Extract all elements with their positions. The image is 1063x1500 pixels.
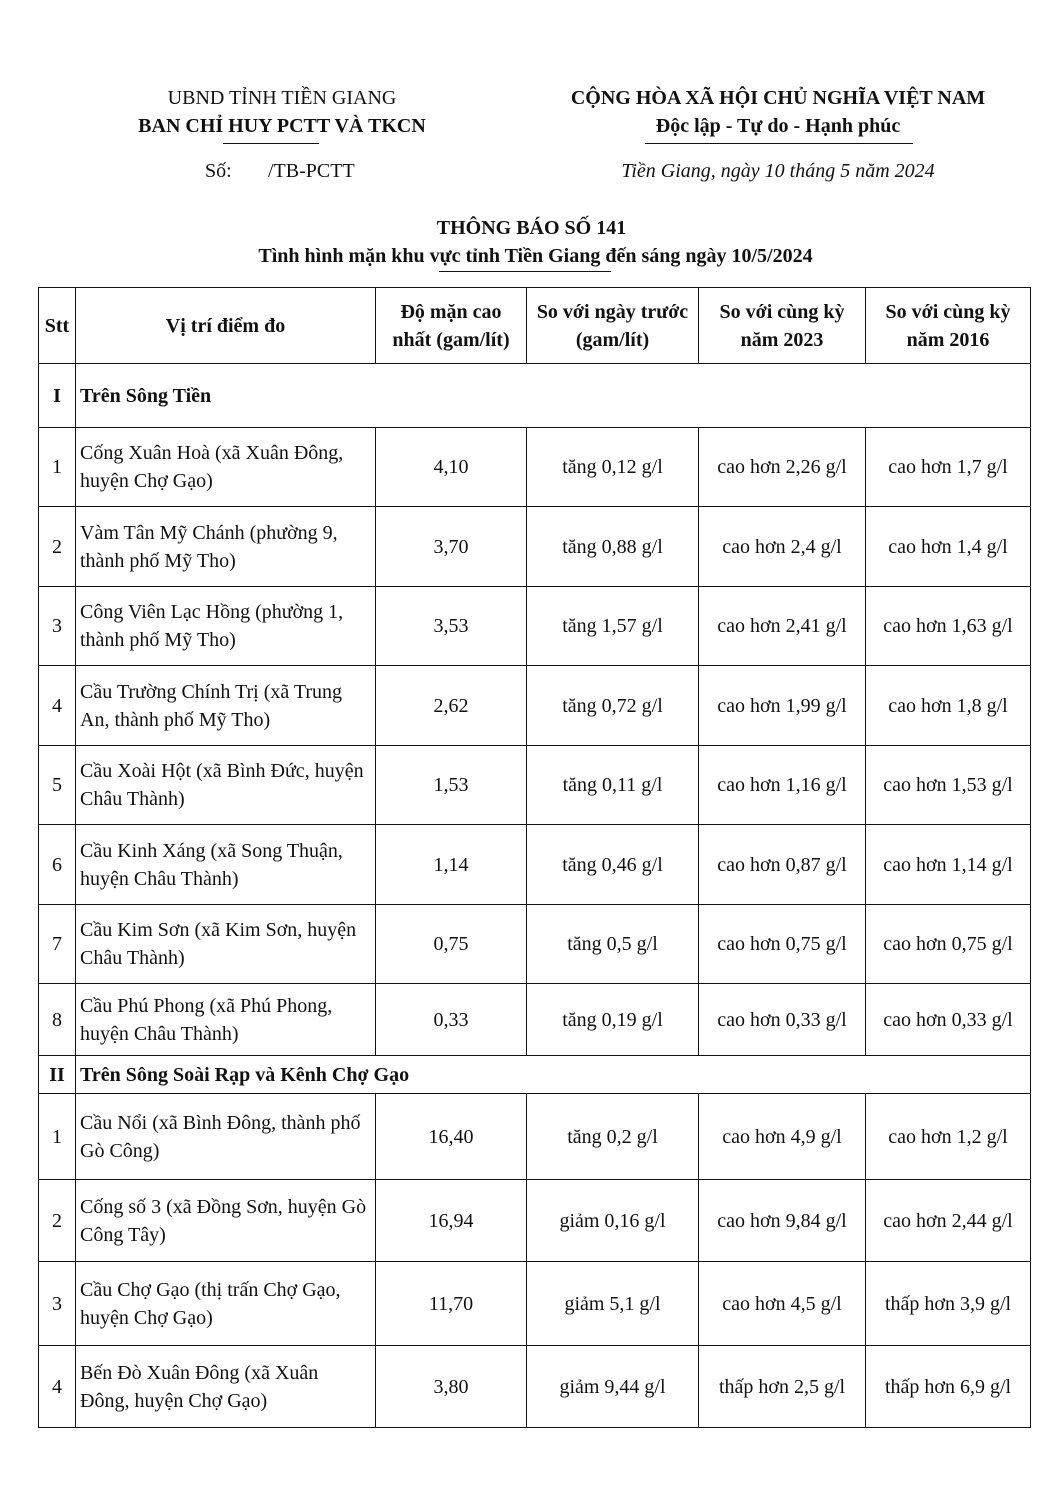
table-row — [39, 587, 1031, 666]
cell-location: Cầu Nổi (xã Bình Đông, thành phố Gò Công) — [76, 1094, 376, 1180]
cell-vs-2023: cao hơn 9,84 g/l — [699, 1180, 866, 1262]
cell-location: Cầu Kim Sơn (xã Kim Sơn, huyện Châu Thành) — [76, 905, 376, 984]
cell-location: Cống Xuân Hoà (xã Xuân Đông, huyện Chợ Gạo) — [76, 428, 376, 507]
cell-stt: 8 — [39, 984, 76, 1056]
section-index: I — [39, 364, 76, 428]
notice-title: THÔNG BÁO SỐ 141 — [436, 217, 627, 239]
cell-max-salinity: 4,10 — [376, 428, 527, 507]
cell-stt: 7 — [39, 905, 76, 984]
cell-vs-2023: cao hơn 0,33 g/l — [699, 984, 866, 1056]
cell-stt: 6 — [39, 825, 76, 905]
cell-vs-2023: cao hơn 4,9 g/l — [699, 1094, 866, 1180]
national-motto: Độc lập - Tự do - Hạnh phúc — [655, 115, 901, 137]
cell-vs-2016: cao hơn 1,14 g/l — [866, 825, 1031, 905]
cell-vs-2016: thấp hơn 6,9 g/l — [866, 1346, 1031, 1428]
cell-vs-2016: cao hơn 1,53 g/l — [866, 746, 1031, 825]
doc-number-label: Số: — [205, 160, 232, 182]
agency-parent: UBND TỈNH TIỀN GIANG — [167, 87, 397, 109]
cell-vs-2023: cao hơn 4,5 g/l — [699, 1262, 866, 1346]
cell-vs-2023: thấp hơn 2,5 g/l — [699, 1346, 866, 1428]
cell-location: Vàm Tân Mỹ Chánh (phường 9, thành phố Mỹ Tho) — [76, 507, 376, 587]
cell-vs-2023: cao hơn 2,4 g/l — [699, 507, 866, 587]
section-name: Trên Sông Soài Rạp và Kênh Chợ Gạo — [76, 1056, 1031, 1094]
cell-location: Cầu Chợ Gạo (thị trấn Chợ Gạo, huyện Chợ Gạo) — [76, 1262, 376, 1346]
col-header-max-salinity: Độ mặn cao nhất (gam/lít) — [376, 288, 527, 364]
cell-vs-2016: cao hơn 2,44 g/l — [866, 1180, 1031, 1262]
cell-vs-2023: cao hơn 0,75 g/l — [699, 905, 866, 984]
country-name: CỘNG HÒA XÃ HỘI CHỦ NGHĨA VIỆT NAM — [570, 87, 986, 109]
table-row — [39, 666, 1031, 746]
table-row — [39, 428, 1031, 507]
cell-vs-2016: cao hơn 1,63 g/l — [866, 587, 1031, 666]
cell-vs-previous-day: tăng 0,72 g/l — [527, 666, 699, 746]
cell-vs-previous-day: giảm 9,44 g/l — [527, 1346, 699, 1428]
cell-vs-previous-day: tăng 0,12 g/l — [527, 428, 699, 507]
cell-vs-2023: cao hơn 1,99 g/l — [699, 666, 866, 746]
doc-number-code: /TB-PCTT — [268, 160, 355, 182]
cell-stt: 2 — [39, 507, 76, 587]
cell-stt: 1 — [39, 1094, 76, 1180]
agency-underline — [223, 143, 319, 144]
cell-vs-previous-day: tăng 0,88 g/l — [527, 507, 699, 587]
table-row — [39, 1094, 1031, 1180]
col-header-vs-previous-day: So với ngày trước (gam/lít) — [527, 288, 699, 364]
cell-vs-previous-day: tăng 0,2 g/l — [527, 1094, 699, 1180]
table-row — [39, 984, 1031, 1056]
cell-stt: 4 — [39, 666, 76, 746]
col-header-stt: Stt — [39, 288, 76, 364]
cell-max-salinity: 0,75 — [376, 905, 527, 984]
col-header-vs-2016: So với cùng kỳ năm 2016 — [866, 288, 1031, 364]
cell-max-salinity: 2,62 — [376, 666, 527, 746]
place-date: Tiền Giang, ngày 10 tháng 5 năm 2024 — [621, 160, 935, 182]
cell-vs-2016: thấp hơn 3,9 g/l — [866, 1262, 1031, 1346]
cell-stt: 1 — [39, 428, 76, 507]
cell-vs-previous-day: giảm 5,1 g/l — [527, 1262, 699, 1346]
cell-location: Cống số 3 (xã Đồng Sơn, huyện Gò Công Tây) — [76, 1180, 376, 1262]
cell-vs-2016: cao hơn 0,75 g/l — [866, 905, 1031, 984]
cell-vs-previous-day: tăng 0,19 g/l — [527, 984, 699, 1056]
cell-vs-2023: cao hơn 1,16 g/l — [699, 746, 866, 825]
cell-location: Bến Đò Xuân Đông (xã Xuân Đông, huyện Chợ Gạo) — [76, 1346, 376, 1428]
cell-vs-previous-day: tăng 0,11 g/l — [527, 746, 699, 825]
cell-vs-2016: cao hơn 0,33 g/l — [866, 984, 1031, 1056]
motto-underline — [645, 143, 913, 144]
table-row — [39, 825, 1031, 905]
cell-vs-2023: cao hơn 0,87 g/l — [699, 825, 866, 905]
cell-vs-2016: cao hơn 1,7 g/l — [866, 428, 1031, 507]
cell-stt: 3 — [39, 587, 76, 666]
section-row — [39, 364, 1031, 428]
cell-max-salinity: 3,80 — [376, 1346, 527, 1428]
cell-vs-2016: cao hơn 1,8 g/l — [866, 666, 1031, 746]
col-header-location: Vị trí điểm đo — [76, 288, 376, 364]
cell-location: Cầu Kinh Xáng (xã Song Thuận, huyện Châu Thành) — [76, 825, 376, 905]
cell-vs-previous-day: tăng 0,5 g/l — [527, 905, 699, 984]
col-header-vs-2023: So với cùng kỳ năm 2023 — [699, 288, 866, 364]
cell-stt: 2 — [39, 1180, 76, 1262]
cell-stt: 5 — [39, 746, 76, 825]
cell-location: Cầu Phú Phong (xã Phú Phong, huyện Châu Thành) — [76, 984, 376, 1056]
agency-name: BAN CHỈ HUY PCTT VÀ TKCN — [138, 115, 426, 137]
table-row — [39, 1346, 1031, 1428]
cell-max-salinity: 3,70 — [376, 507, 527, 587]
cell-vs-previous-day: tăng 0,46 g/l — [527, 825, 699, 905]
table-row — [39, 507, 1031, 587]
table-row — [39, 1262, 1031, 1346]
cell-max-salinity: 0,33 — [376, 984, 527, 1056]
table-header-row — [39, 288, 1031, 364]
table-row — [39, 746, 1031, 825]
cell-max-salinity: 16,94 — [376, 1180, 527, 1262]
table-body — [39, 364, 1031, 1428]
cell-max-salinity: 16,40 — [376, 1094, 527, 1180]
cell-location: Cầu Trường Chính Trị (xã Trung An, thành phố Mỹ Tho) — [76, 666, 376, 746]
salinity-table — [38, 287, 1031, 1428]
subtitle-underline — [439, 271, 611, 272]
cell-vs-2016: cao hơn 1,4 g/l — [866, 507, 1031, 587]
cell-location: Công Viên Lạc Hồng (phường 1, thành phố Mỹ Tho) — [76, 587, 376, 666]
cell-vs-2016: cao hơn 1,2 g/l — [866, 1094, 1031, 1180]
cell-vs-2023: cao hơn 2,41 g/l — [699, 587, 866, 666]
table-row — [39, 1180, 1031, 1262]
cell-max-salinity: 1,14 — [376, 825, 527, 905]
notice-subtitle: Tình hình mặn khu vực tỉnh Tiền Giang đến sáng ngày 10/5/2024 — [258, 245, 813, 267]
cell-max-salinity: 11,70 — [376, 1262, 527, 1346]
cell-vs-previous-day: giảm 0,16 g/l — [527, 1180, 699, 1262]
section-row — [39, 1056, 1031, 1094]
cell-location: Cầu Xoài Hột (xã Bình Đức, huyện Châu Thành) — [76, 746, 376, 825]
section-index: II — [39, 1056, 76, 1094]
cell-stt: 4 — [39, 1346, 76, 1428]
cell-vs-2023: cao hơn 2,26 g/l — [699, 428, 866, 507]
cell-vs-previous-day: tăng 1,57 g/l — [527, 587, 699, 666]
cell-max-salinity: 3,53 — [376, 587, 527, 666]
section-name: Trên Sông Tiền — [76, 364, 1031, 428]
cell-stt: 3 — [39, 1262, 76, 1346]
cell-max-salinity: 1,53 — [376, 746, 527, 825]
table-row — [39, 905, 1031, 984]
